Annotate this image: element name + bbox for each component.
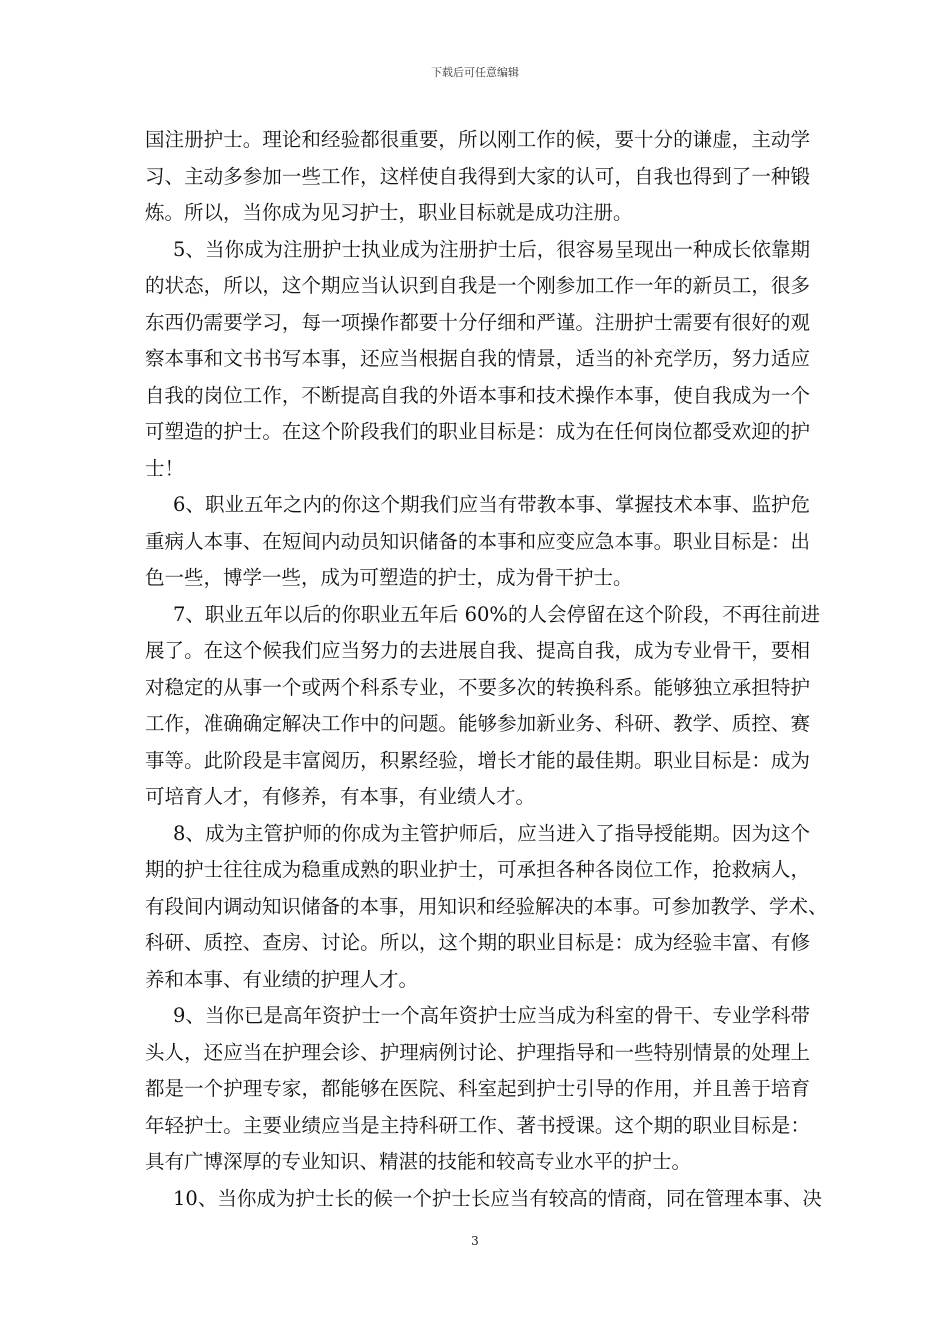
text-line: 自我的岗位工作，不断提高自我的外语本事和技术操作本事，使自我成为一个 [145, 383, 810, 407]
text-line: 具有广博深厚的专业知识、精湛的技能和较高专业水平的护士。 [145, 1150, 692, 1173]
text-line: 重病人本事、在短间内动员知识储备的本事和应变应急本事。职业目标是：出 [145, 529, 810, 553]
text-line: 察本事和文书书写本事，还应当根据自我的情景，适当的补充学历，努力适应 [145, 347, 810, 370]
text-line: 10、当你成为护士长的候一个护士长应当有较高的情商，同在管理本事、决 [173, 1186, 822, 1210]
text-line: 国注册护士。理论和经验都很重要，所以刚工作的候，要十分的谦虚，主动学 [145, 128, 810, 151]
text-line: 可培育人才，有修养，有本事，有业绩人才。 [145, 785, 536, 808]
page-number: 3 [471, 1234, 479, 1248]
text-line: 东西仍需要学习，每一项操作都要十分仔细和严谨。注册护士需要有很好的观 [145, 310, 810, 334]
text-line: 8、成为主管护师的你成为主管护师后，应当进入了指导授能期。因为这个 [173, 821, 810, 845]
text-line: 养和本事、有业绩的护理人才。 [145, 967, 419, 991]
text-line: 士！ [145, 456, 185, 480]
text-line: 有段间内调动知识储备的本事，用知识和经验解决的本事。可参加教学、学术、 [145, 894, 828, 918]
text-line: 习、主动多参加一些工作，这样使自我得到大家的认可，自我也得到了一种锻 [145, 164, 810, 188]
document-body [145, 122, 828, 1217]
text-line: 色一些，博学一些，成为可塑造的护士，成为骨干护士。 [145, 566, 633, 589]
text-line: 科研、质控、查房、讨论。所以，这个期的职业目标是：成为经验丰富、有修 [145, 931, 810, 954]
text-line: 展了。在这个候我们应当努力的去进展自我、提高自我，成为专业骨干，要相 [145, 639, 810, 662]
text-line: 炼。所以，当你成为见习护士，职业目标就是成功注册。 [145, 201, 633, 224]
text-line: 事等。此阶段是丰富阅历，积累经验，增长才能的最佳期。职业目标是：成为 [145, 748, 810, 772]
text-line: 6、职业五年之内的你这个期我们应当有带教本事、掌握技术本事、监护危 [173, 493, 810, 516]
text-line: 都是一个护理专家，都能够在医院、科室起到护士引导的作用，并且善于培育 [145, 1077, 810, 1100]
text-line: 可塑造的护士。在这个阶段我们的职业目标是：成为在任何岗位都受欢迎的护 [145, 420, 810, 443]
text-line: 7、职业五年以后的你职业五年后 60%的人会停留在这个阶段，不再往前进 [173, 602, 820, 626]
text-line: 的状态，所以，这个期应当认识到自我是一个刚参加工作一年的新员工，很多 [145, 274, 810, 297]
text-line: 对稳定的从事一个或两个科系专业，不要多次的转换科系。能够独立承担特护 [145, 675, 810, 699]
text-line: 年轻护士。主要业绩应当是主持科研工作、著书授课。这个期的职业目标是： [145, 1113, 810, 1137]
text-line: 9、当你已是高年资护士一个高年资护士应当成为科室的骨干、专业学科带 [173, 1004, 810, 1027]
text-line: 头人，还应当在护理会诊、护理病例讨论、护理指导和一些特别情景的处理上 [145, 1040, 810, 1064]
page-header: 下载后可任意编辑 [431, 66, 519, 79]
text-line: 期的护士往往成为稳重成熟的职业护士，可承担各种各岗位工作，抢救病人， [145, 858, 810, 881]
text-line: 工作，准确确定解决工作中的问题。能够参加新业务、科研、教学、质控、赛 [145, 712, 810, 735]
text-line: 5、当你成为注册护士执业成为注册护士后，很容易呈现出一种成长依靠期 [173, 237, 810, 261]
